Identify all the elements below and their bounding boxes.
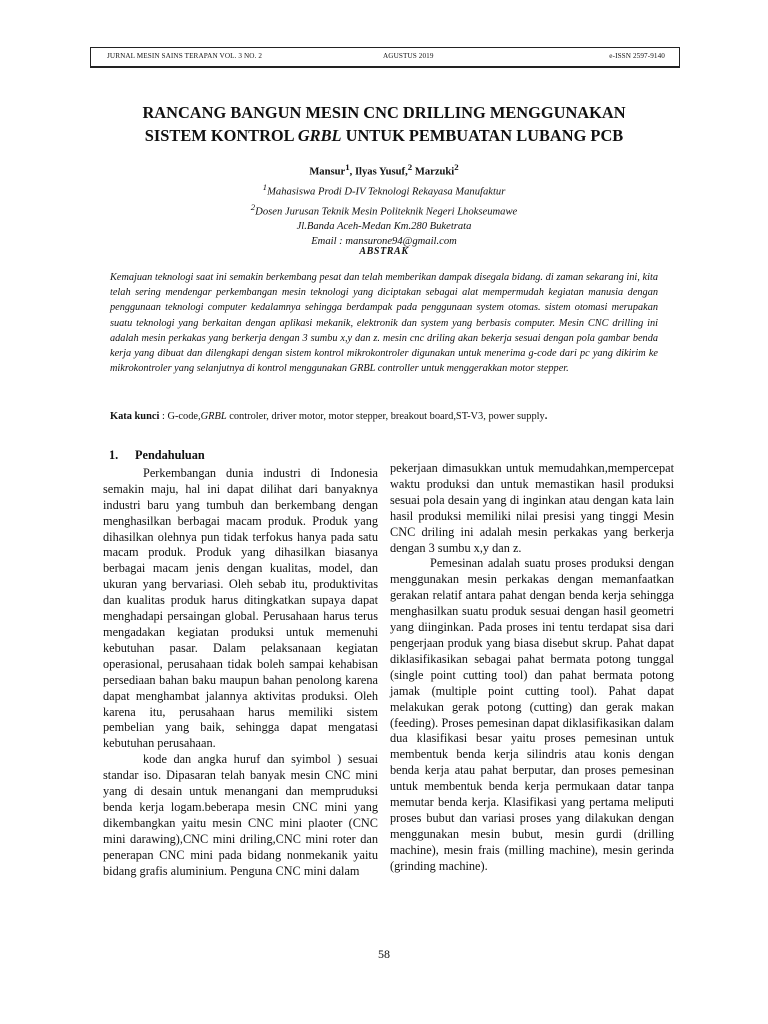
section-heading — [103, 448, 378, 464]
section-number: 1. — [109, 448, 119, 462]
author-3: Marzuki — [412, 166, 455, 178]
page-number: 58 — [378, 947, 390, 961]
journal-issn: e-ISSN 2597-9140 — [609, 52, 665, 60]
keywords-italic: GRBL — [200, 411, 227, 422]
column-left — [103, 448, 378, 879]
keywords-period: . — [544, 411, 548, 422]
paragraph-4: Pemesinan adalah suatu proses produksi dengan menggunakan mesin perkakas dengan memanfaatkan gerakan relatif antara pahat dengan benda kerja sehingga menghasilkan suatu produk sesuai dengan hasil geometri yang diinginkan. Pada proses ini tentu terdapat sisa dari pengerjaan produk yang biasa disebut skrup. Pahat dapat diklasifikasikan sebagai pahat bermata potong tunggal (single point cutting tool) dan pahat bermata potong jamak (multiple point cutting tool). Pahat dapat melakukan gerak potong (cutting) dan gerak makan (feeding). Proses pemesinan dapat diklasifikasikan dalam dua klasifikasi besar yaitu proses pemesinan untuk membentuk benda kerja silindris atau konis dengan benda kerja atau pahat berputar, dan proses pemesinan untuk membentuk benda kerja permukaan datar tanpa memutar benda kerja. Klasifikasi yang pertama meliputi proses bubut dan variasi proses yang dilakukan dengan menggunakan mesin bubut, mesin gurdi (drilling machine), mesin frais (milling machine), mesin gerinda (grinding machine). — [390, 556, 674, 873]
keywords-label: Kata kunci — [110, 411, 160, 422]
paragraph-1: Perkembangan dunia industri di Indonesia semakin maju, hal ini dapat dilihat dari banyaknya industri baru yang tumbuh dan berkembang dengan menghasilkan berbagai macam produk. Produk yang dihasilkan olehnya pun tidak terfokus hanya pada satu macam produk. Produk yang dihasilkan biasanya berbagai macam jenis dengan kualitas, model, dan ukuran yang bervariasi. Oleh sebab itu, produktivitas dan kualitas produk harus ditingkatkan supaya dapat menghadapi persaingan global. Perusahaan harus terus mengadakan kegiatan produksi untuk memenuhi kebutuhan pasar. Dalam pelaksanaan kegiatan operasional, perusahaan tidak boleh sampai kehabisan persediaan bahan baku maupun bahan penolong karena dapat menghambat jalannya aktivitas produksi. Oleh karena itu, perusahaan harus memiliki sistem pembelian yang baik, sehingga dapat mengatasi kebutuhan perusahaan. — [103, 465, 378, 751]
author-2-sup: 2 — [407, 162, 413, 172]
affiliation-1-text: Mahasiswa Prodi D-IV Teknologi Rekayasa Manufaktur — [267, 186, 506, 198]
affiliation-2-text: Dosen Jurusan Teknik Mesin Politeknik Negeri Lhokseumawe — [255, 206, 518, 218]
address: Jl.Banda Aceh-Medan Km.280 Buketrata — [296, 221, 472, 233]
author-3-sup: 2 — [454, 162, 459, 172]
journal-date: AGUSTUS 2019 — [383, 52, 434, 60]
paragraph-3: pekerjaan dimasukkan untuk memudahkan,mempercepat waktu produksi dan untuk memastikan hasil produksi sesuai pola desain yang di inginkan atau dengan kata lain hasil produksi memiliki nilai presisi yang tinggi Mesin CNC driling ini adalah mesin perkakas yang berkerja dengan 3 sumbu x,y dan z. — [390, 461, 674, 555]
keywords-pre: : G-code, — [159, 411, 201, 422]
abstract-text: Kemajuan teknologi saat ini semakin berkembang pesat dan telah memberikan dampak disegala bidang. di zaman sekarang ini, kita telah sering mendengar perkembangan mesin teknologi yang diciptakan sebagai alat mempermudah kegiatan manusia dengan penggunaan teknologi computer kedalamnya sehingga berdampak pada penggunaan system otomas. sistem otomasi merupakan suatu teknologi yang berkaitan dengan aplikasi mekanik, elektronik dan system yang berbasis computer. Mesin CNC drilling ini adalah mesin perkakas yang berkerja dengan 3 sumbu x,y dan z. mesin cnc driling akan bekerja sesuai dengan pola gambar benda kerja yang dibuat dan dilengkapi dengan sistem kontrol mikrokontroler digunakan untuk menerima g-code dari pc yang dikirim ke mikrokontroler yang selanjutnya di kontrol menggunakan GRBL controller untuk menggerakkan motor stepper. — [110, 272, 658, 375]
author-block — [0, 160, 768, 249]
author-names — [0, 160, 768, 180]
affiliation-2 — [0, 200, 768, 220]
author-2: , Ilyas Yusuf, — [349, 166, 408, 178]
affiliation-1-sup: 1 — [262, 182, 268, 193]
title-line-2-pre: SISTEM KONTROL — [144, 126, 298, 145]
journal-header — [90, 47, 680, 68]
author-1: Mansur — [309, 166, 346, 178]
title-line-2-post: UNTUK PEMBUATAN LUBANG PCB — [341, 126, 624, 145]
title-line-2-italic: GRBL — [297, 126, 342, 145]
email: Email : mansurone94@gmail.com — [311, 235, 457, 247]
paper-title — [60, 101, 708, 147]
section-title: Pendahuluan — [135, 448, 205, 462]
title-line-1: RANCANG BANGUN MESIN CNC DRILLING MENGGUNAKAN — [142, 103, 626, 122]
affiliation-1 — [0, 180, 768, 200]
affiliation-2-sup: 2 — [250, 202, 256, 213]
column-right — [390, 461, 674, 875]
paragraph-2: kode dan angka huruf dan syimbol ) sesuai standar iso. Dipasaran telah banyak mesin CNC mini yang di desain untuk menangani dan mempruduksi benda kerja logam.beberapa mesin CNC mini yang dikembangkan yaitu mesin CNC mini plaoter (CNC mini darawing),CNC mini driling,CNC mini roter dan penerapan CNC mini pada bidang nonmekanik yaitu bidang grafis aluminium. Penguna CNC mini dalam — [103, 752, 378, 878]
abstract-heading: ABSTRAK — [359, 246, 409, 257]
journal-name: JURNAL MESIN SAINS TERAPAN VOL. 3 NO. 2 — [107, 52, 263, 60]
author-1-sup: 1 — [345, 162, 350, 172]
keywords — [110, 410, 670, 424]
keywords-post: controler, driver motor, motor stepper, breakout board,ST-V3, power supply — [226, 411, 545, 422]
